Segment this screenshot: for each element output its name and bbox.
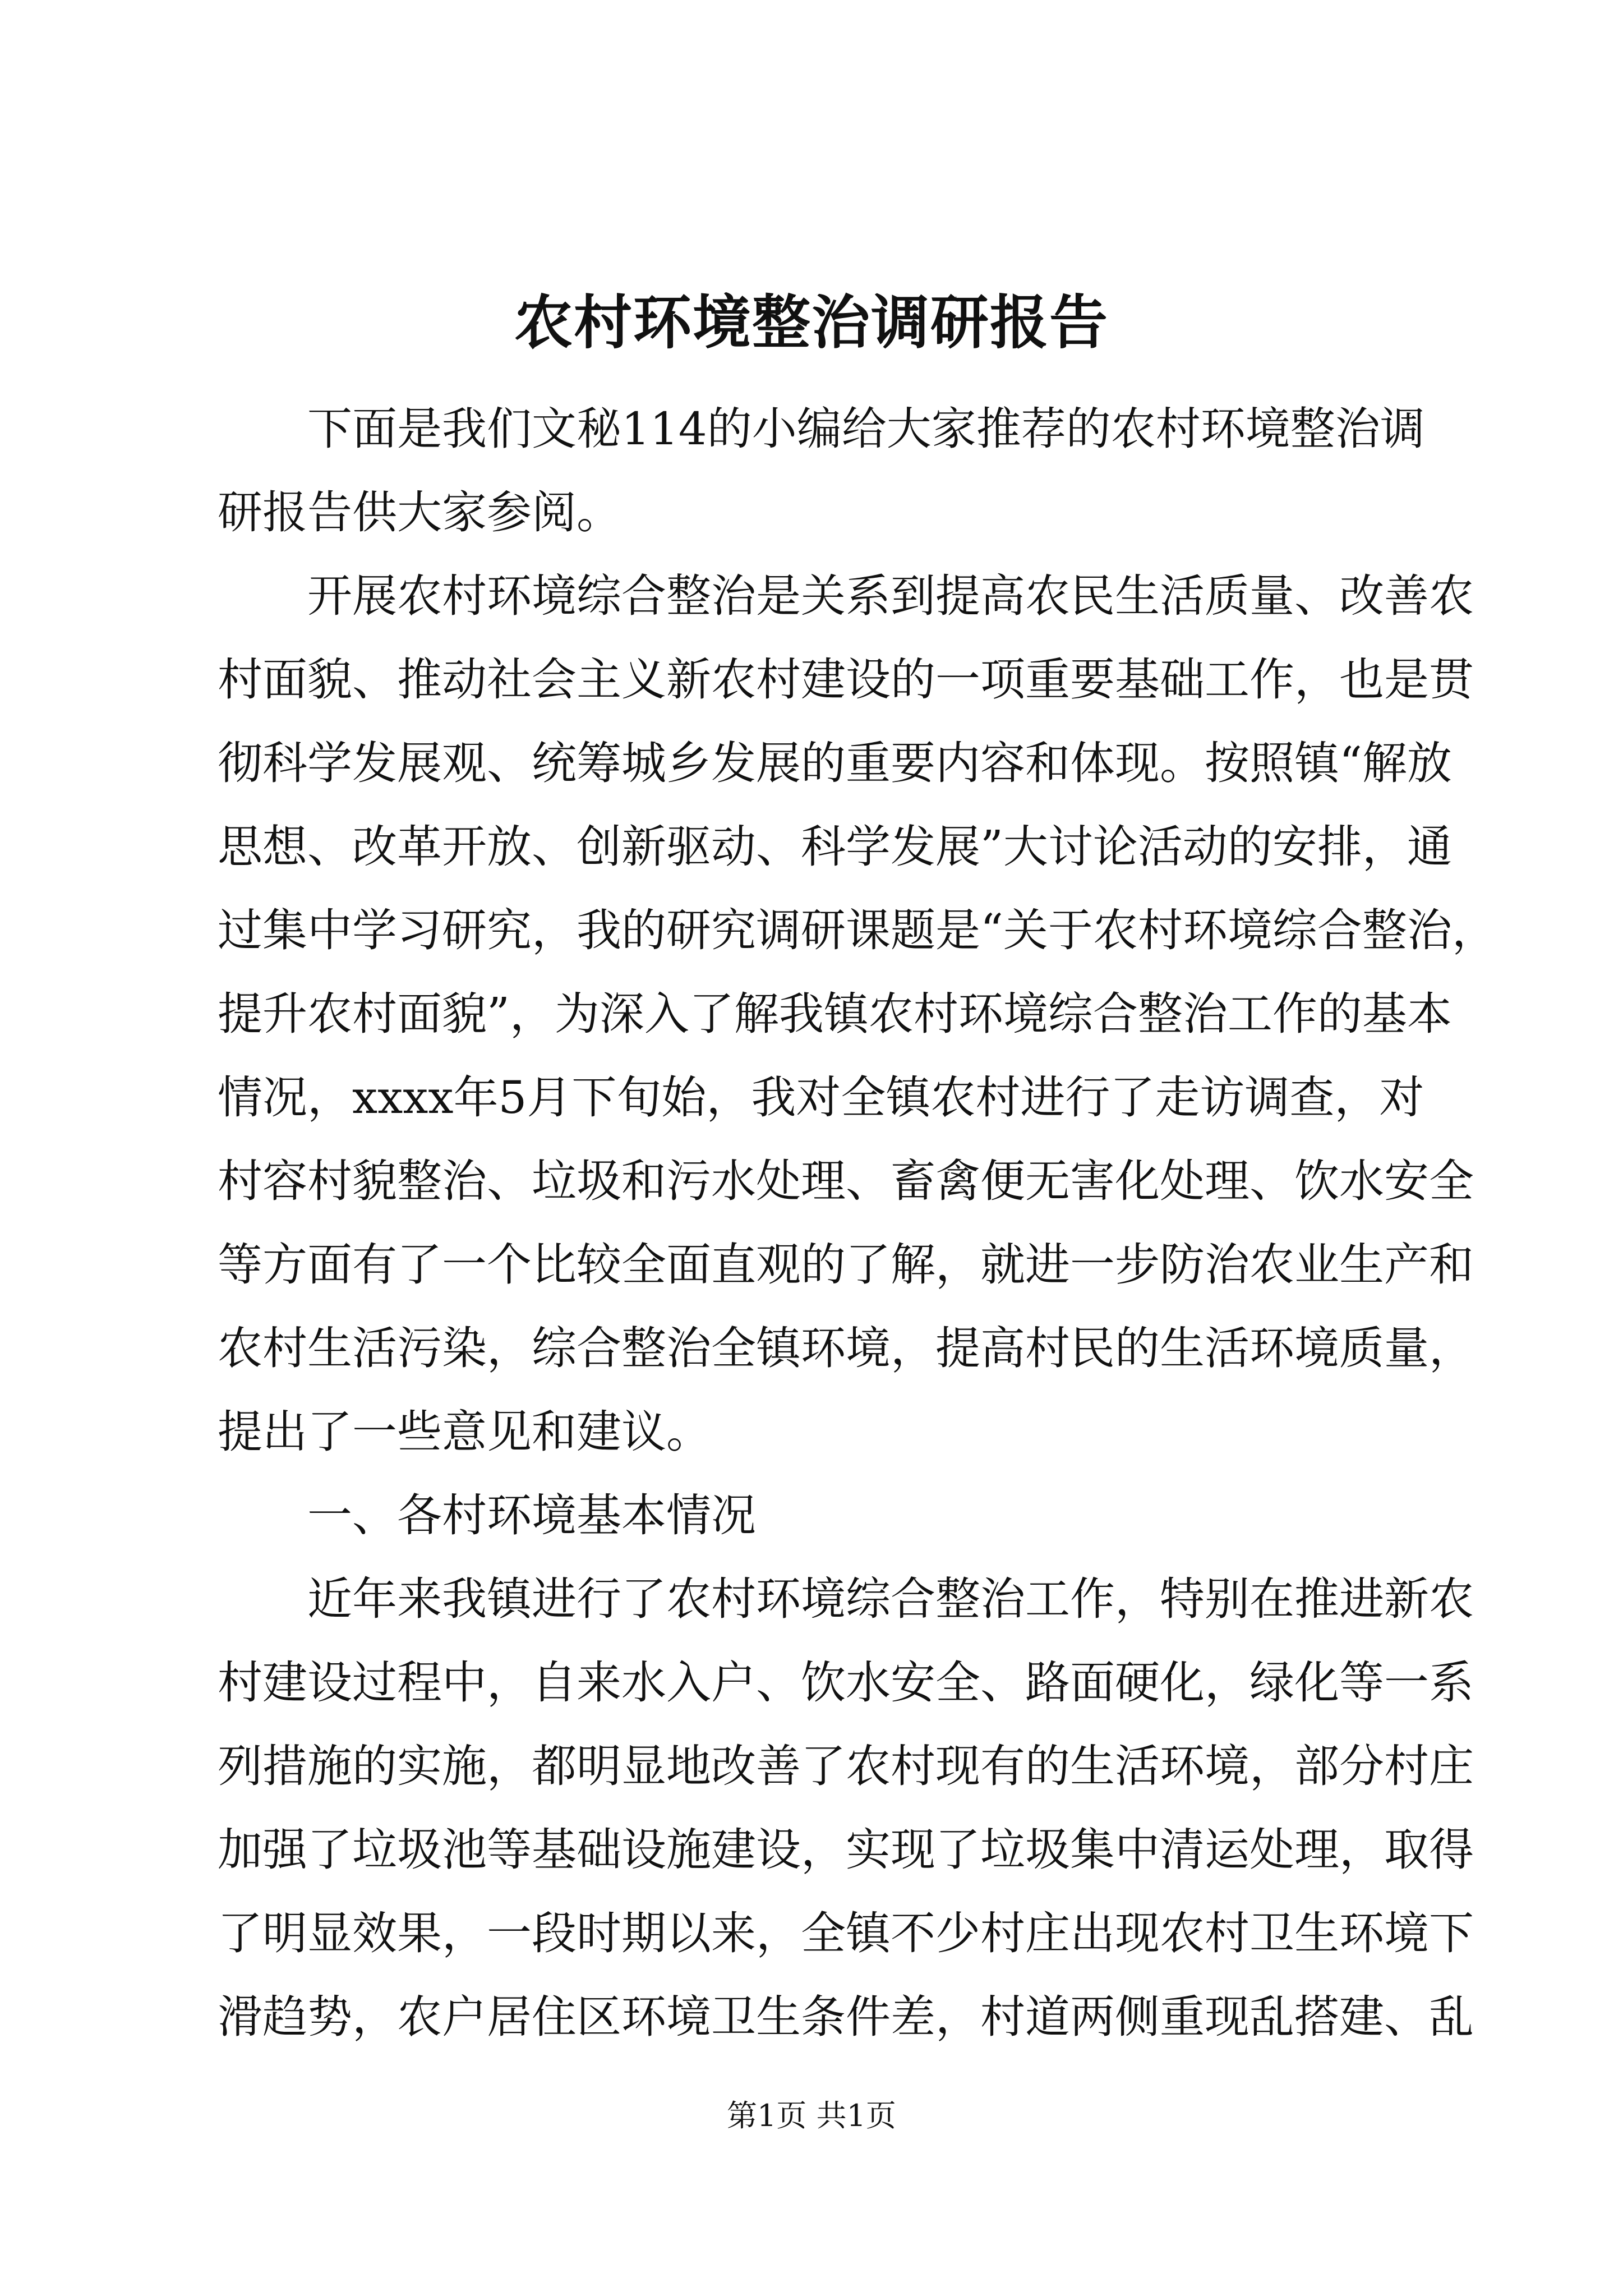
- text-line: 列措施的实施，都明显地改善了农村现有的生活环境，部分村庄: [218, 1740, 1474, 1792]
- text-line: 提出了一些意见和建议。: [218, 1406, 711, 1458]
- text-line: 开展农村环境综合整治是关系到提高农民生活质量、改善农: [307, 570, 1474, 622]
- text-line: 提升农村面貌”，为深入了解我镇农村环境综合整治工作的基本: [218, 988, 1452, 1040]
- text-line: 村容村貌整治、垃圾和污水处理、畜禽便无害化处理、饮水安全: [218, 1155, 1474, 1207]
- text-line: 一、各村环境基本情况: [307, 1489, 756, 1542]
- text-line: 近年来我镇进行了农村环境综合整治工作，特别在推进新农: [307, 1573, 1474, 1625]
- text-line: 研报告供大家参阅。: [218, 486, 621, 539]
- text-line: 村建设过程中，自来水入户、饮水安全、路面硬化，绿化等一系: [218, 1657, 1474, 1709]
- text-line: 过集中学习研究，我的研究调研课题是“关于农村环境综合整治，: [218, 904, 1497, 956]
- text-line: 农村生活污染，综合整治全镇环境，提高村民的生活环境质量，: [218, 1322, 1474, 1374]
- text-line: 彻科学发展观、统筹城乡发展的重要内容和体现。按照镇“解放: [218, 737, 1452, 789]
- text-line: 了明显效果，一段时期以来，全镇不少村庄出现农村卫生环境下: [218, 1907, 1474, 1959]
- text-line: 情况，xxxx年5月下旬始，我对全镇农村进行了走访调查，对: [218, 1071, 1424, 1124]
- text-line: 加强了垃圾池等基础设施建设，实现了垃圾集中清运处理，取得: [218, 1824, 1474, 1876]
- document-title: 农村环境整治调研报告: [514, 288, 1109, 357]
- document-body: [218, 387, 1497, 2059]
- text-line: 思想、改革开放、创新驱动、科学发展”大讨论活动的安排，通: [218, 821, 1452, 873]
- page-footer: 第1页 共1页: [727, 2098, 896, 2133]
- text-line: 村面貌、推动社会主义新农村建设的一项重要基础工作，也是贯: [218, 654, 1474, 706]
- text-line: 滑趋势，农户居住区环境卫生条件差，村道两侧重现乱搭建、乱: [218, 1991, 1474, 2043]
- text-line: 下面是我们文秘114的小编给大家推荐的农村环境整治调: [307, 403, 1425, 455]
- text-line: 等方面有了一个比较全面直观的了解，就进一步防治农业生产和: [218, 1239, 1474, 1291]
